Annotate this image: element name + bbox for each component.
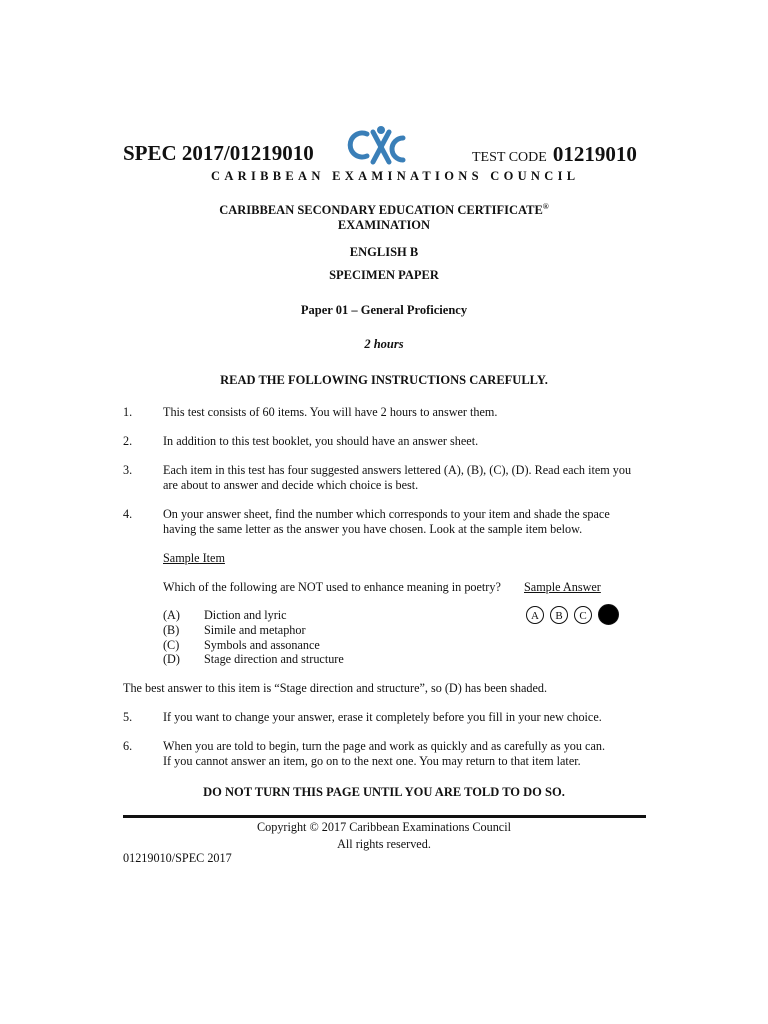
- item-number: 1.: [123, 405, 133, 419]
- registered-mark: ®: [542, 202, 549, 211]
- spec-code: SPEC 2017/01219010: [123, 141, 314, 165]
- item-text: Each item in this test has four suggested answers lettered (A), (B), (C), (D). Read each item you: [163, 463, 632, 477]
- footer-divider: [123, 815, 646, 818]
- answer-bubble-b: B: [550, 606, 568, 624]
- sample-answer-label: Sample Answer: [524, 580, 601, 594]
- option-text: Simile and metaphor: [204, 623, 306, 637]
- copyright-line: Copyright © 2017 Caribbean Examinations Council: [257, 820, 511, 834]
- item-text: If you want to change your answer, erase it completely before you fill in your new choice.: [163, 710, 602, 724]
- footer-paper-code: 01219010/SPEC 2017: [123, 851, 232, 865]
- answer-bubble-d-shaded: [598, 604, 619, 625]
- item-text: This test consists of 60 items. You will have 2 hours to answer them.: [163, 405, 498, 419]
- cxc-logo-icon: [345, 124, 409, 170]
- item-text: In addition to this test booklet, you should have an answer sheet.: [163, 434, 479, 448]
- item-text: having the same letter as the answer you have chosen. Look at the sample item below.: [163, 522, 583, 536]
- examination-title: EXAMINATION: [337, 218, 431, 232]
- sample-answer-bubbles: [526, 605, 622, 627]
- sample-explanation: The best answer to this item is “Stage direction and structure”, so (D) has been shaded.: [123, 681, 548, 695]
- sample-question: Which of the following are NOT used to enhance meaning in poetry?: [163, 580, 501, 594]
- sample-item-label: Sample Item: [163, 551, 225, 565]
- item-text: If you cannot answer an item, go on to the next one. You may return to that item later.: [163, 754, 581, 768]
- item-number: 6.: [123, 739, 133, 753]
- instructions-heading: READ THE FOLLOWING INSTRUCTIONS CAREFULLY.: [220, 373, 548, 387]
- rights-line: All rights reserved.: [337, 837, 431, 851]
- council-name: CARIBBEAN EXAMINATIONS COUNCIL: [211, 169, 580, 183]
- certificate-text: CARIBBEAN SECONDARY EDUCATION CERTIFICATE: [219, 203, 543, 218]
- item-number: 5.: [123, 710, 133, 724]
- closing-instruction: DO NOT TURN THIS PAGE UNTIL YOU ARE TOLD TO DO SO.: [203, 785, 565, 799]
- option-text: Stage direction and structure: [204, 652, 344, 666]
- test-code-label: TEST CODE: [472, 150, 547, 165]
- item-text: When you are told to begin, turn the page and work as quickly and as carefully as you can.: [163, 739, 605, 753]
- duration: 2 hours: [364, 337, 404, 351]
- option-letter: (B): [163, 623, 180, 637]
- option-letter: (D): [163, 652, 180, 666]
- option-text: Symbols and assonance: [204, 638, 320, 652]
- paper-type: SPECIMEN PAPER: [329, 268, 439, 282]
- option-text: Diction and lyric: [204, 608, 287, 622]
- item-number: 2.: [123, 434, 133, 448]
- item-text: are about to answer and decide which choice is best.: [163, 478, 419, 492]
- paper-line: Paper 01 – General Proficiency: [300, 303, 468, 317]
- item-number: 4.: [123, 507, 133, 521]
- test-code-value: 01219010: [552, 142, 637, 166]
- certificate-title: [0, 202, 768, 218]
- test-code: [472, 142, 637, 167]
- item-number: 3.: [123, 463, 133, 477]
- subject-title: ENGLISH B: [349, 245, 419, 259]
- answer-bubble-c: C: [574, 606, 592, 624]
- option-letter: (A): [163, 608, 180, 622]
- item-text: On your answer sheet, find the number which corresponds to your item and shade the space: [163, 507, 610, 521]
- answer-bubble-a: A: [526, 606, 544, 624]
- option-letter: (C): [163, 638, 180, 652]
